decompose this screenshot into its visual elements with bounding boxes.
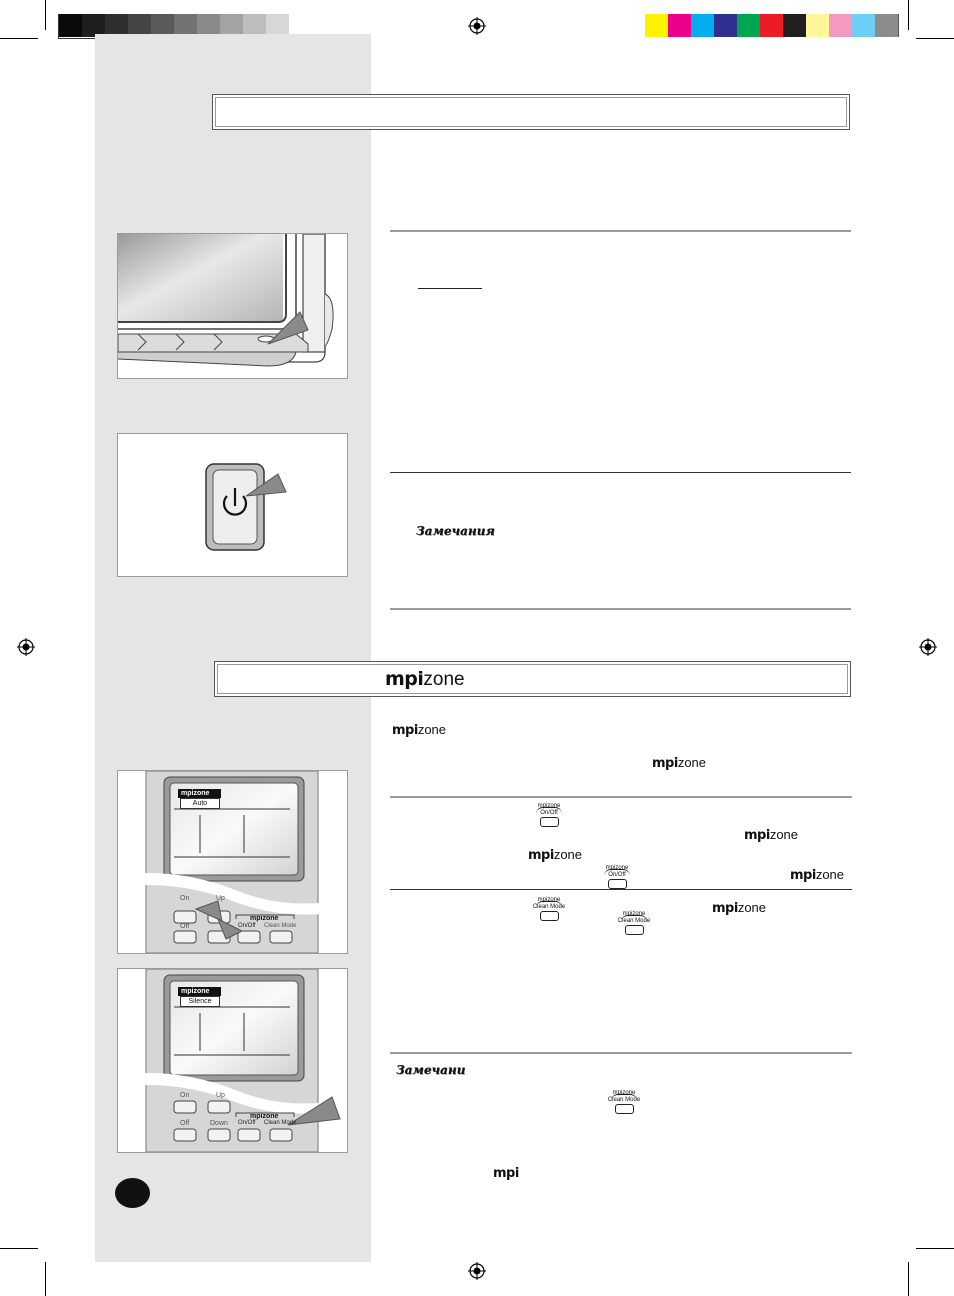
lcd-mpizone-badge: mpizone: [178, 789, 221, 798]
mpizone-clean-mode-button-icon: [530, 897, 568, 919]
crop-mark: [908, 0, 909, 30]
registration-mark-icon: [919, 638, 937, 656]
color-swatch: [852, 14, 876, 37]
indoor-unit-illustration: [118, 234, 347, 378]
mpizone-clean-mode-button-icon: [615, 911, 653, 933]
remote-label-on: On: [180, 1092, 190, 1099]
color-swatch: [668, 14, 692, 37]
crop-mark: [908, 1262, 909, 1296]
mini-btn-label: mpizone Clean Mode: [532, 897, 566, 910]
color-swatch: [875, 14, 899, 37]
divider: [390, 796, 852, 798]
color-swatch: [760, 14, 784, 37]
note-heading: Замечани: [396, 1063, 466, 1077]
remote-label-on: On: [180, 895, 190, 902]
registration-mark-icon: [17, 638, 35, 656]
color-swatch: [737, 14, 761, 37]
divider: [390, 1052, 852, 1054]
page-number-badge: [115, 1178, 150, 1208]
crop-mark: [0, 38, 38, 39]
power-button-figure: [117, 433, 348, 577]
section1-header: [212, 94, 850, 130]
lcd-mode-label: Silence: [180, 996, 220, 1007]
divider: [390, 230, 851, 232]
lcd-mode-label: Auto: [180, 798, 220, 809]
note-heading: Замечания: [416, 524, 495, 538]
mini-btn-label: mpizone Clean Mode: [617, 911, 651, 924]
crop-mark: [0, 1248, 38, 1249]
mpizone-logo: mpizone: [652, 755, 707, 771]
remote-label-up: Up: [216, 1092, 225, 1099]
remote-control-illustration: [118, 771, 347, 953]
remote-label-group: mpizone: [250, 1113, 279, 1120]
remote-silence-figure: [117, 968, 348, 1153]
button-cap: [540, 817, 559, 827]
divider: [390, 472, 851, 473]
color-swatch: [714, 14, 738, 37]
crop-mark: [916, 38, 954, 39]
remote-label-off: Off: [180, 1120, 190, 1127]
button-cap: [608, 879, 627, 889]
underline-mark: [418, 288, 482, 289]
mpizone-clean-mode-button-icon: [605, 1090, 643, 1112]
mpizone-logo: mpizone: [528, 847, 583, 863]
remote-auto-figure: [117, 770, 348, 954]
divider: [390, 889, 852, 890]
color-swatch: [645, 14, 669, 37]
remote-label-down: Down: [210, 1120, 228, 1127]
mini-btn-label: mpizone On/Off: [605, 865, 629, 878]
registration-mark-icon: [468, 1262, 486, 1280]
mpizone-logo: mpizone: [385, 668, 465, 690]
lcd-mpizone-badge: mpizone: [178, 987, 221, 996]
mini-btn-label: mpizone On/Off: [537, 803, 561, 816]
button-cap: [615, 1104, 634, 1114]
mpizone-logo: mpizone: [712, 900, 767, 916]
mpizone-logo: mpizone: [744, 827, 799, 843]
color-swatch: [783, 14, 807, 37]
divider: [390, 608, 851, 610]
color-swatch: [806, 14, 830, 37]
color-swatch: [691, 14, 715, 37]
crop-mark: [916, 1248, 954, 1249]
mini-btn-label: mpizone Clean Mode: [607, 1090, 641, 1103]
color-swatch: [829, 14, 853, 37]
mpizone-logo: mpizone: [790, 867, 845, 883]
remote-label-onoff: On/Off: [238, 923, 256, 929]
remote-label-group: mpizone: [250, 915, 279, 922]
registration-mark-icon: [468, 17, 486, 35]
remote-control-illustration: [118, 969, 347, 1152]
remote-label-clean: Clean Mode: [264, 923, 297, 929]
crop-mark: [45, 0, 46, 30]
mpi-logo: mpi: [493, 1166, 519, 1181]
mpizone-logo: mpizone: [392, 722, 447, 738]
remote-label-off: Off: [180, 923, 190, 930]
mpizone-onoff-button-icon: [598, 865, 636, 887]
gray-swatch: [59, 14, 82, 37]
mpizone-onoff-button-icon: [530, 803, 568, 825]
button-cap: [625, 925, 644, 935]
crop-mark: [45, 1262, 46, 1296]
indoor-unit-figure: [117, 233, 348, 379]
section2-header: [214, 661, 851, 697]
remote-label-onoff: On/Off: [238, 1120, 256, 1126]
button-cap: [540, 911, 559, 921]
remote-label-clean: Clean Mode: [264, 1120, 297, 1126]
remote-label-up: Up: [216, 895, 225, 902]
power-button-illustration: [118, 434, 347, 576]
